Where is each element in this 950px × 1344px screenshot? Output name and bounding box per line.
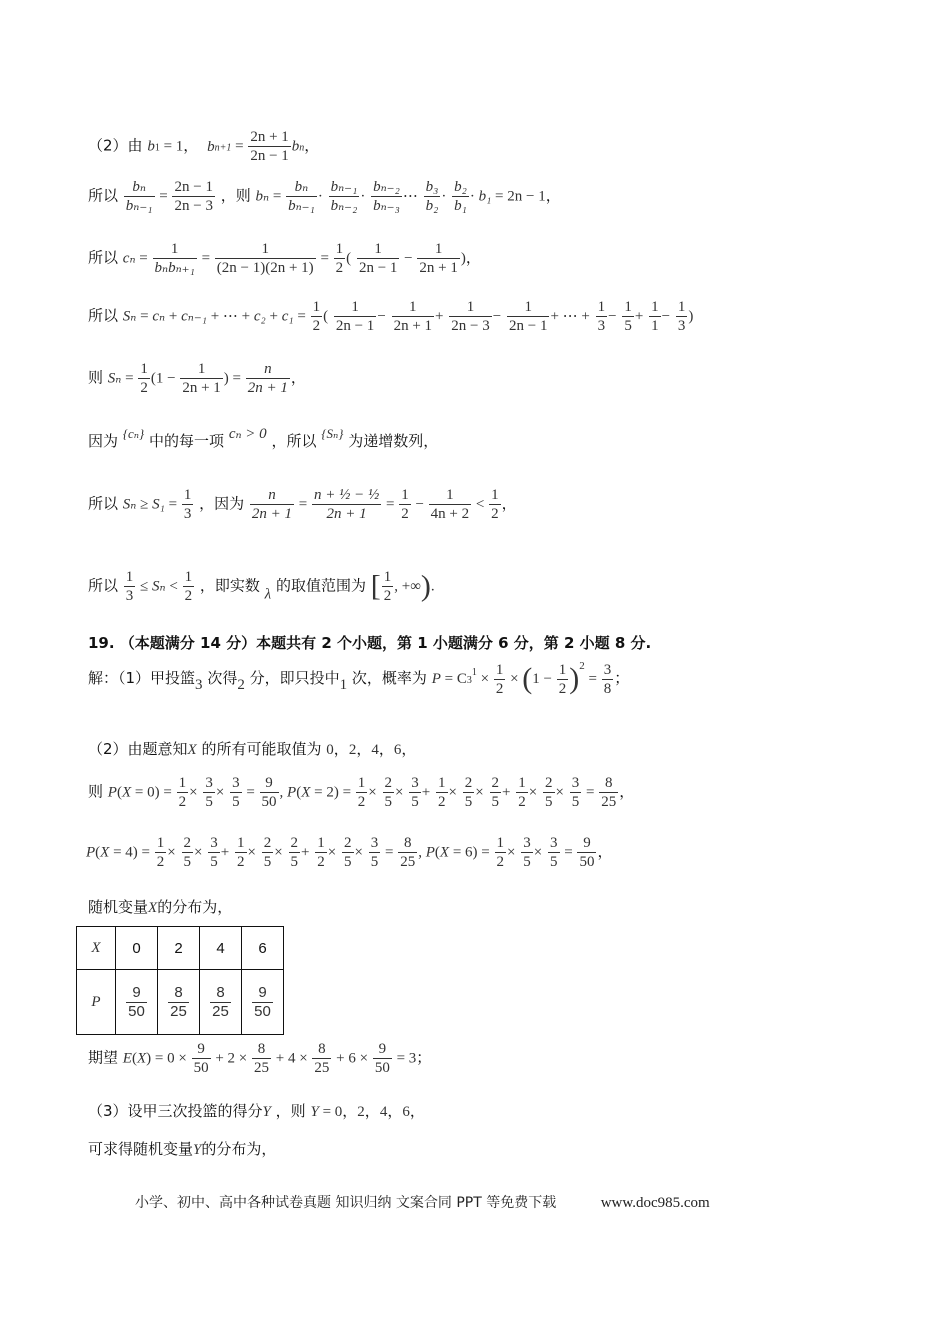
prob-num: 8 (168, 984, 189, 1003)
line-last: 可求得随机变量Y的分布为， (88, 1140, 277, 1158)
text-part1-d: 次，概率为 (351, 669, 427, 687)
text-part1-a: 解：（1）甲投篮 (88, 669, 196, 687)
text-suoyi-5: 所以 (88, 494, 119, 513)
text-suoyi-6: 所以 (88, 576, 119, 595)
text-part2-b: 的所有可能取值为 (201, 740, 322, 758)
text-dist-label-b: 的分布为， (157, 898, 233, 916)
text-expect: 期望 (88, 1048, 119, 1067)
text-real-number: ，即实数 (199, 576, 260, 595)
text-part3: （3）设甲三次投篮的得分 (88, 1102, 263, 1120)
line-sn-result: 则 Sₙ = $\frac{1}{2}$ (1 − $\frac{1}{2n + 1}$ ) = $\frac{n}{2n + 1}$ ， (88, 361, 306, 396)
table-cell-prob (200, 970, 242, 1035)
line-part3: （3）设甲三次投篮的得分Y ，则 Y = 0，2，4，6， (88, 1102, 425, 1120)
table-row-probs (77, 970, 284, 1035)
text-suoyi-2: 所以 (88, 248, 119, 267)
footer-text: 小学、初中、高中各种试卷真题 知识归纳 文案合同 PPT 等免费下载 (135, 1195, 557, 1211)
table-cell-value: 6 (242, 927, 284, 970)
line-cn: 所以 cₙ = $\frac{1}{\text{bₙbₙ₊₁}}$ = $\frac{1}{(2n - 1)(2n + 1)}$ = $\frac{1}{2}$ ( $\frac{1}{2n - 1}$ − $\frac{1}{2n + 1}$ )， (88, 241, 481, 276)
line-range: 所以 $\frac{1}{3}$ ≤ Sₙ < $\frac{1}{2}$ ，即实数 λ 的取值范围为 [ $\frac{1}{2}$ , +∞). (88, 569, 435, 604)
text-ze-3: 则 (88, 782, 104, 801)
text-suoyi: 所以 (88, 186, 119, 205)
table-cell-value: 0 (116, 927, 158, 970)
page-footer (135, 1192, 710, 1212)
text-each-term: 中的每一项 (149, 432, 225, 450)
table-cell-value: 4 (200, 927, 242, 970)
line-prob-0-2: 则 P(X = 0) = $\frac{1}{2}$ × $\frac{3}{5}$ × $\frac{3}{5}$ = $\frac{9}{50}$ , P(X = 2) = $\frac{1}{2}$ × $\frac{2}{5}$ × $\frac{3}{5}$ + $\frac{1}{2}$ × $\frac{2}{5}$ × $\frac{2}{5}$ + $\frac{1}{2}$ × $\frac{2}{5}$ × $\frac{3}{5}$ = $\frac{8}{25}$ ， (88, 775, 635, 810)
question-19-header: 19. （本题满分 14 分）本题共有 2 个小题，第 1 小题满分 6 分，第 2 小题 8 分. (88, 634, 652, 652)
text-yinwei: 因为 (88, 432, 119, 450)
table-header-x: X (77, 927, 116, 970)
text-part2: （2）由题意知 (88, 740, 188, 758)
text-suoyi-3: 所以 (88, 306, 119, 325)
line-sn-sum: 所以 Sₙ = cₙ + cₙ₋₁ + ⋯ + c₂ + c₁ = $\frac{1}{2}$ ( $\frac{1}{2n - 1}$ − $\frac{1}{2n + 1}$ + $\frac{1}{2n - 3}$ − $\frac{1}{2n - 1}$ + ⋯ + $\frac{1}{3}$ − $\frac{1}{5}$ + $\frac{1}{1}$ − $\frac{1}{3}$ ) (88, 299, 694, 334)
text-increasing: 为递增数列， (348, 432, 439, 450)
prob-den: 25 (212, 1002, 229, 1020)
distribution-table (76, 926, 284, 1035)
text-part3-b: ，则 (275, 1102, 306, 1120)
text-suoyi-4: ，所以 (271, 432, 317, 450)
line-part2: （2）由题意知X 的所有可能取值为 0，2，4，6， (88, 740, 417, 758)
footer-url[interactable]: www.doc985.com (600, 1195, 710, 1211)
table-cell-prob (158, 970, 200, 1035)
prob-den: 25 (170, 1002, 187, 1020)
text-last-b: 的分布为， (201, 1140, 277, 1158)
line-increasing: 因为 {cₙ} 中的每一项 cₙ > 0 ，所以 {Sₙ} 为递增数列， (88, 426, 439, 450)
prob-den: 50 (254, 1002, 271, 1020)
prob-num: 9 (126, 984, 147, 1003)
prob-den: 50 (128, 1002, 145, 1020)
line-dist-label: 随机变量X的分布为， (88, 898, 233, 916)
text-dist-label: 随机变量 (88, 898, 149, 916)
line-recurrence: （2）由 b1 = 1， bn+1 = $\frac{2n + 1}{2n - 1}$ bn， (88, 129, 320, 164)
line-bound: 所以 Sₙ ≥ S₁ = $\frac{1}{3}$ ，因为 $\frac{n}{2n + 1}$ = $\frac{\text{n + ½ − ½}}{2n + 1}$ = $\frac{1}{2}$ − $\frac{1}{4n + 2}$ < $\frac{1}{2}$ ， (88, 487, 517, 522)
text-ze-2: 则 (88, 368, 104, 387)
line-part1: 解：（1）甲投篮3 次得2 分，即只投中1 次，概率为 $P = C3^1$ × $\frac{1}{2}$ × (1 − $\frac{1}{2}$ )$^2$ = $\frac{3}{8}$ ； (88, 660, 630, 697)
line-prob-4-6: P(X = 4) = $\frac{1}{2}$ × $\frac{2}{5}$ × $\frac{3}{5}$ + $\frac{1}{2}$ × $\frac{2}{5}$ × $\frac{2}{5}$ + $\frac{1}{2}$ × $\frac{2}{5}$ × $\frac{3}{5}$ = $\frac{8}{25}$ , P(X = 6) = $\frac{1}{2}$ × $\frac{3}{5}$ × $\frac{3}{5}$ = $\frac{9}{50}$ ， (86, 835, 613, 870)
line-expectation: 期望 E(X) = 0 × $\frac{9}{50}$ + 2 × $\frac{8}{25}$ + 4 × $\frac{8}{25}$ + 6 × $\frac{9}{50}$ = 3； (88, 1041, 432, 1076)
text-yinwei-2: ，因为 (199, 494, 245, 513)
prob-num: 9 (252, 984, 273, 1003)
text-last: 可求得随机变量 (88, 1140, 194, 1158)
table-cell-prob (242, 970, 284, 1035)
table-header-p: P (77, 970, 116, 1035)
prob-num: 8 (210, 984, 231, 1003)
text-part1-b: 次得 (207, 669, 238, 687)
table-cell-value: 2 (158, 927, 200, 970)
table-cell-prob (116, 970, 158, 1035)
text-range: 的取值范围为 (275, 576, 366, 595)
text-part1-c: 分，即只投中 (249, 669, 340, 687)
line-bn-product: 所以 $\frac{\text{bₙ}}{\text{bₙ₋₁}}$ = $\frac{2n - 1}{2n - 3}$ ，则 bₙ = $\frac{\text{bₙ}}{\text{bₙ₋₁}}$ · $\frac{\text{bₙ₋₁}}{\text{bₙ₋₂}}$ · $\frac{\text{bₙ₋₂}}{\text{bₙ₋₃}}$ ⋯ $\frac{\text{b₃}}{\text{b₂}}$ · $\frac{\text{b₂}}{\text{b₁}}$ · b₁ = 2n − 1， (88, 179, 561, 214)
table-row-values (77, 927, 284, 970)
text-ze: ，则 (220, 186, 251, 205)
